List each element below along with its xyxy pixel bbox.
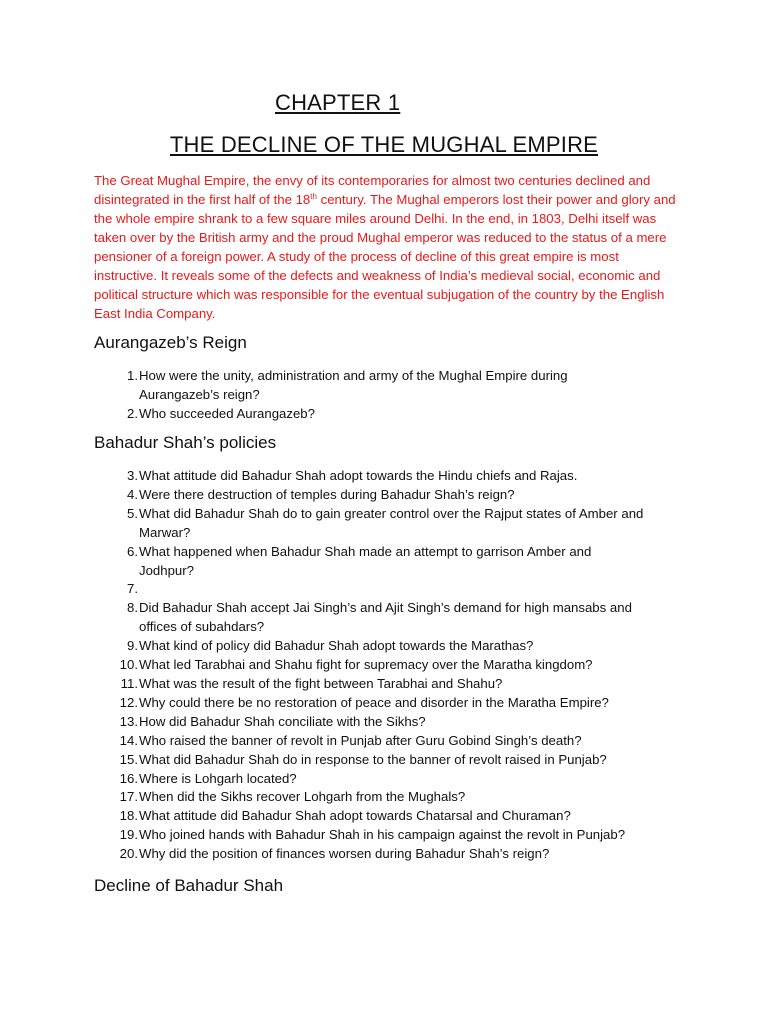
question-item: [94, 675, 694, 694]
question-item: [94, 599, 694, 637]
question-number: 2.: [127, 405, 138, 421]
question-text: What did Bahadur Shah do in response to the banner of revolt raised in Punjab?: [139, 751, 607, 767]
question-item: [94, 405, 694, 424]
question-text: How did Bahadur Shah conciliate with the Sikhs?: [139, 713, 426, 729]
question-text: [139, 580, 649, 599]
intro-paragraph: [94, 171, 684, 323]
question-text: Why could there be no restoration of peace and disorder in the Maratha Empire?: [139, 694, 609, 710]
question-number: 4.: [127, 486, 138, 502]
question-item: [94, 467, 694, 486]
section-heading-aurangazeb-reign: Aurangazeb’s Reign: [94, 333, 247, 352]
question-list-bahadur-shah-policies: [94, 467, 694, 864]
question-item: [94, 580, 694, 599]
question-item: [94, 505, 694, 543]
question-text: Who raised the banner of revolt in Punjab after Guru Gobind Singh’s death?: [139, 732, 582, 748]
question-text: What happened when Bahadur Shah made an attempt to garrison Amber and Jodhpur?: [139, 543, 592, 578]
question-text: Who succeeded Aurangazeb?: [139, 405, 315, 421]
question-number: 13.: [119, 713, 138, 729]
question-number: 19.: [119, 827, 138, 843]
question-number: 20.: [119, 846, 138, 862]
question-text: What led Tarabhai and Shahu fight for supremacy over the Maratha kingdom?: [139, 657, 593, 673]
question-text: What was the result of the fight between Tarabhai and Shahu?: [139, 675, 503, 691]
question-number: 8.: [127, 600, 138, 616]
question-item: [94, 694, 694, 713]
question-item: [94, 713, 694, 732]
question-number: 9.: [127, 638, 138, 654]
question-text: Did Bahadur Shah accept Jai Singh’s and Ajit Singh’s demand for high mansabs and offices of subahdars?: [139, 600, 632, 635]
question-number: 12.: [119, 694, 138, 710]
question-text: What attitude did Bahadur Shah adopt towards Chatarsal and Churaman?: [139, 808, 571, 824]
intro-text-part-2: century. The Mughal emperors lost their power and glory and the whole empire shrank to a few square miles around Delhi. In the end, in 1803, Delhi itself was taken over by the British army and the proud Mughal emperor was reduced to the status of a mere pensioner of a foreign power. A study of the process of decline of this great empire is most instructive. It reveals some of the defects and weakness of India’s medieval social, economic and political structure which was responsible for the eventual subjugation of the country by the English East India Company.: [94, 192, 676, 321]
question-number: 14.: [119, 732, 138, 748]
section-heading-decline-of-bahadur-shah: Decline of Bahadur Shah: [94, 876, 284, 895]
question-list-aurangazeb-reign: [94, 367, 694, 424]
question-item: [94, 543, 694, 581]
intro-superscript: th: [310, 192, 317, 201]
question-number: 10.: [119, 657, 138, 673]
question-number: 18.: [119, 808, 138, 824]
question-text: When did the Sikhs recover Lohgarh from the Mughals?: [139, 789, 466, 805]
document-title: THE DECLINE OF THE MUGHAL EMPIRE: [169, 132, 599, 157]
question-item: [94, 637, 694, 656]
question-item: [94, 788, 694, 807]
question-number: 5.: [127, 505, 138, 521]
question-number: 16.: [119, 770, 138, 786]
question-text: Why did the position of finances worsen during Bahadur Shah’s reign?: [139, 846, 550, 862]
question-item: [94, 367, 694, 405]
question-number: 3.: [127, 468, 138, 483]
question-item: [94, 770, 694, 789]
question-item: [94, 486, 694, 505]
question-item: [94, 807, 694, 826]
question-item: [94, 826, 694, 845]
question-text: Where is Lohgarh located?: [139, 770, 297, 786]
section-heading-bahadur-shah-policies: Bahadur Shah’s policies: [94, 433, 277, 452]
question-text: What attitude did Bahadur Shah adopt towards the Hindu chiefs and Rajas.: [139, 468, 578, 483]
question-number: 1.: [127, 368, 138, 383]
question-text: Who joined hands with Bahadur Shah in his campaign against the revolt in Punjab?: [139, 827, 626, 843]
question-item: [94, 751, 694, 770]
question-item: [94, 845, 694, 864]
question-text: What kind of policy did Bahadur Shah adopt towards the Marathas?: [139, 638, 534, 654]
question-number: 7.: [127, 581, 138, 597]
question-text: How were the unity, administration and army of the Mughal Empire during Aurangazeb’s reign?: [139, 368, 568, 402]
question-text: What did Bahadur Shah do to gain greater control over the Rajput states of Amber and Marwar?: [139, 505, 644, 540]
question-item: [94, 656, 694, 675]
intro-text-part-1: The Great Mughal Empire, the envy of its contemporaries for almost two centuries declined and disintegrated in the first half of the 18: [94, 173, 651, 207]
question-item: [94, 732, 694, 751]
chapter-heading: CHAPTER 1: [275, 90, 401, 115]
question-text: Were there destruction of temples during Bahadur Shah’s reign?: [139, 486, 515, 502]
question-number: 15.: [119, 751, 138, 767]
question-number: 6.: [127, 543, 138, 559]
question-number: 11.: [120, 675, 138, 691]
question-number: 17.: [119, 789, 138, 805]
